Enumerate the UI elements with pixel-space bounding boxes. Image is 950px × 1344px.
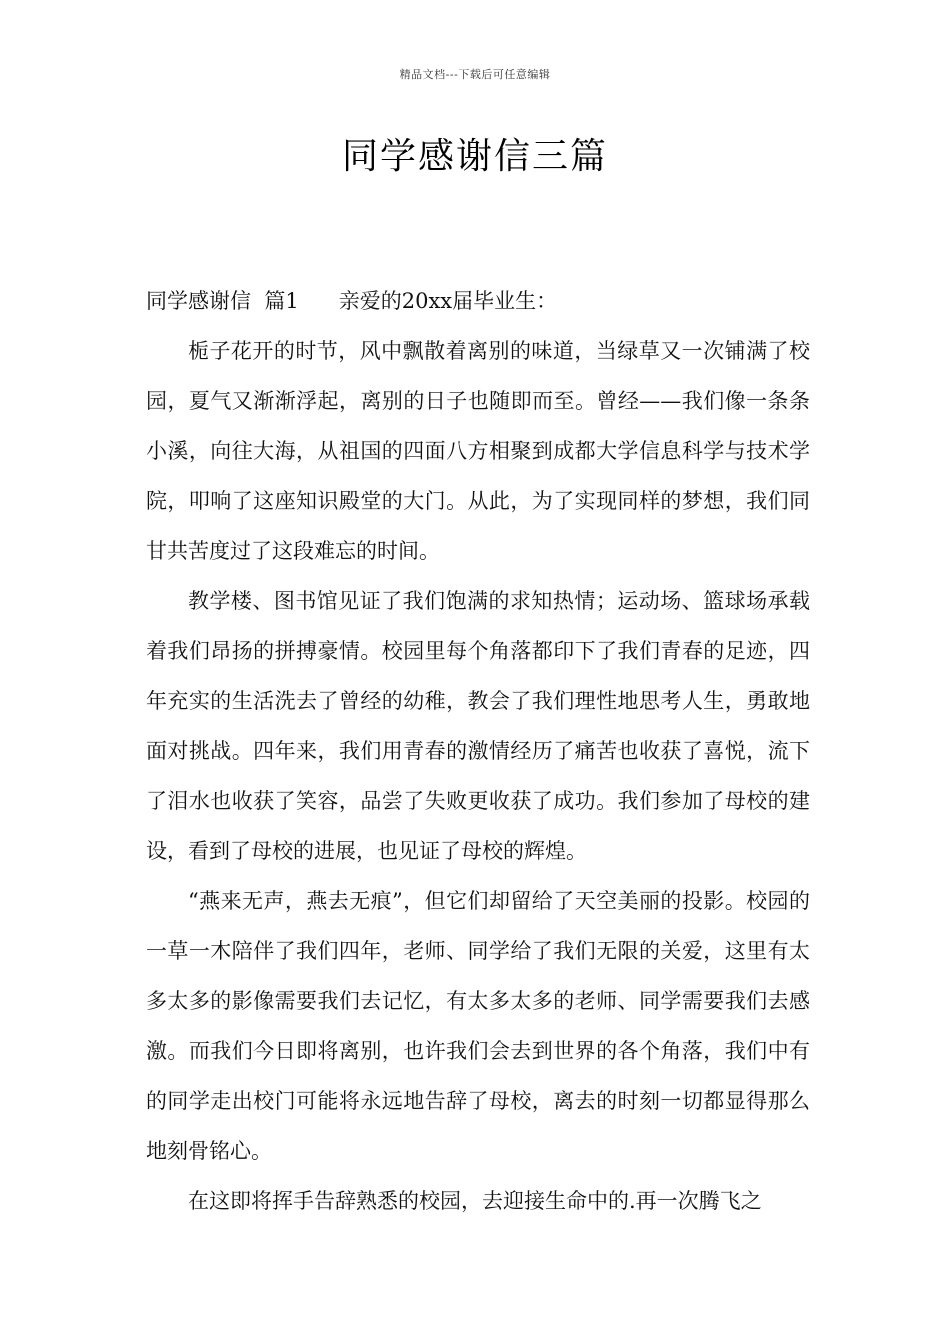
section-heading: 同学感谢信 篇1: [146, 289, 299, 313]
header-watermark: 精品文档---下载后可任意编辑: [399, 68, 551, 81]
paragraph: “燕来无声，燕去无痕”，但它们却留给了天空美丽的投影。校园的一草一木陪伴了我们四年，老师、同学给了我们无限的关爱，这里有太多太多的影像需要我们去记忆，有太多太多的老师、同学需要我们去感激。而我们今日即将离别，也许我们会去到世界的各个角落，我们中有的同学走出校门可能将永远地告辞了母校，离去的时刻一切都显得那么地刻骨铭心。: [146, 889, 810, 1163]
paragraph: 教学楼、图书馆见证了我们饱满的求知热情；运动场、篮球场承载着我们昂扬的拼搏豪情。校园里每个角落都印下了我们青春的足迹，四年充实的生活洗去了曾经的幼稚，教会了我们理性地思考人生，勇敢地面对挑战。四年来，我们用青春的激情经历了痛苦也收获了喜悦，流下了泪水也收获了笑容，品尝了失败更收获了成功。我们参加了母校的建设，看到了母校的进展，也见证了母校的辉煌。: [146, 589, 810, 863]
section-heading-line: [146, 276, 810, 326]
document-title: 同学感谢信三篇: [341, 136, 608, 177]
salutation: 亲爱的20xx届毕业生：: [338, 289, 558, 313]
paragraph: 栀子花开的时节，风中飘散着离别的味道，当绿草又一次铺满了校园，夏气又渐渐浮起，离别的日子也随即而至。曾经——我们像一条条小溪，向往大海，从祖国的四面八方相聚到成都大学信息科学与技术学院，叩响了这座知识殿堂的大门。从此，为了实现同样的梦想，我们同甘共苦度过了这段难忘的时间。: [146, 339, 810, 563]
document-body: [146, 276, 810, 1226]
paragraph: 在这即将挥手告辞熟悉的校园，去迎接生命中的.再一次腾飞之: [188, 1189, 762, 1213]
